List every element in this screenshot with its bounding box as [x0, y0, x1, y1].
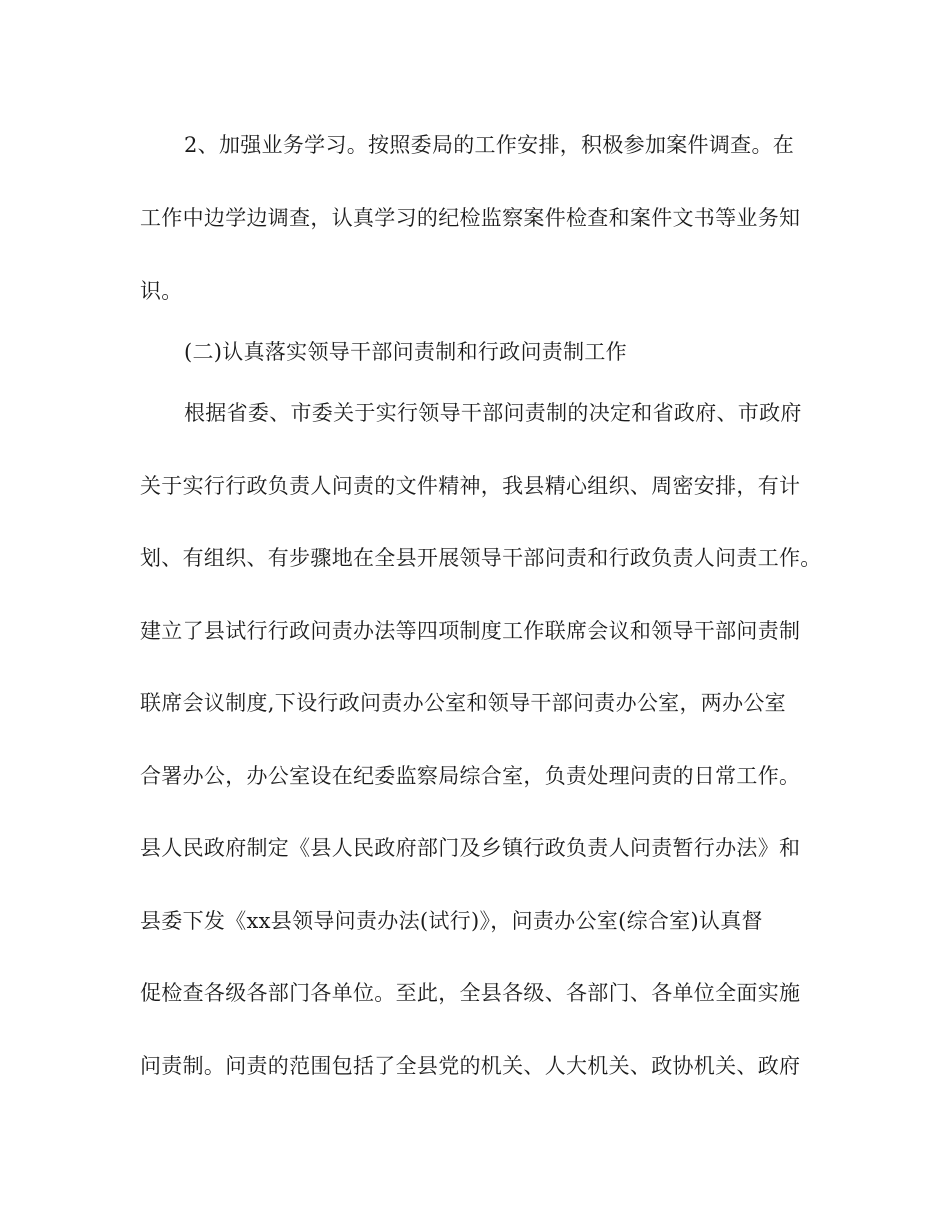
paragraph-line-7: 划、有组织、有步骤地在全县开展领导干部问责和行政负责人问责工作。: [140, 546, 822, 570]
paragraph-line-3: 识。: [140, 279, 183, 303]
paragraph-line-11: 县人民政府制定《县人民政府部门及乡镇行政负责人问责暂行办法》和: [140, 836, 801, 860]
section-heading: (二)认真落实领导干部问责制和行政问责制工作: [184, 340, 627, 364]
paragraph-line-13: 促检查各级各部门各单位。至此，全县各级、各部门、各单位全面实施: [140, 981, 801, 1005]
paragraph-line-10: 合署办公，办公室设在纪委监察局综合室，负责处理问责的日常工作。: [140, 764, 801, 788]
paragraph-line-9: 联席会议制度,下设行政问责办公室和领导干部问责办公室，两办公室: [140, 691, 786, 715]
paragraph-line-14: 问责制。问责的范围包括了全县党的机关、人大机关、政协机关、政府: [140, 1054, 801, 1078]
paragraph-line-6: 关于实行行政负责人问责的文件精神，我县精心组织、周密安排，有计: [140, 474, 801, 498]
paragraph-line-5: 根据省委、市委关于实行领导干部问责制的决定和省政府、市政府: [184, 401, 802, 425]
paragraph-line-8: 建立了县试行行政问责办法等四项制度工作联席会议和领导干部问责制: [140, 619, 801, 643]
paragraph-line-1: 2、加强业务学习。按照委局的工作安排，积极参加案件调查。在: [184, 133, 795, 157]
paragraph-line-12: 县委下发《xx县领导问责办法(试行)》，问责办公室(综合室)认真督: [140, 909, 763, 933]
paragraph-line-2: 工作中边学边调查，认真学习的纪检监察案件检查和案件文书等业务知: [140, 206, 801, 230]
